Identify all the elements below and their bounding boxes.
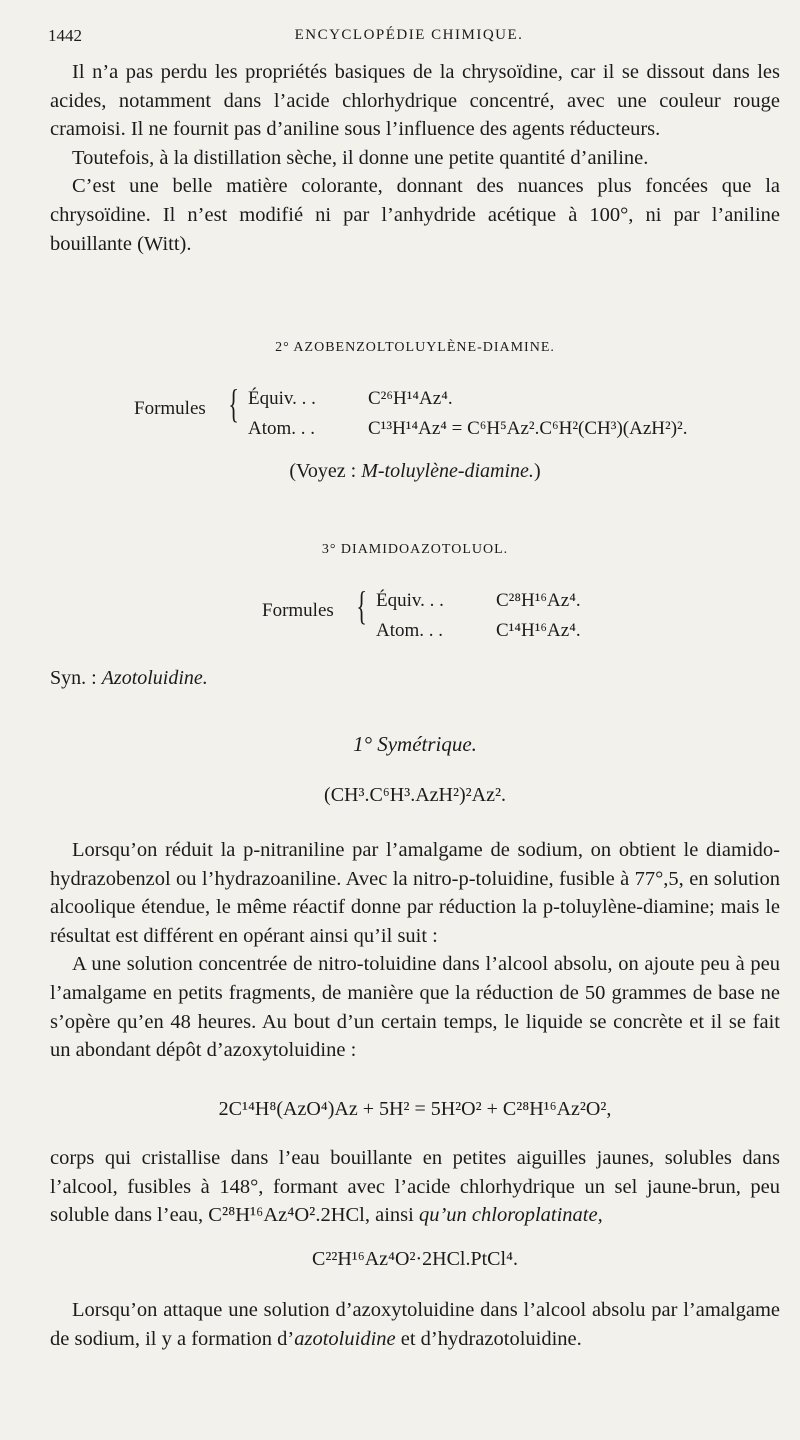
- formula-key: Équiv. . .: [376, 590, 444, 611]
- page-header: [48, 26, 770, 48]
- paragraph: C’est une belle matière colorante, donnant des nuances plus foncées que la chrysoïdine. Il n’est modifié ni par l’anhydride acétique à 100°, ni par l’aniline bouillante (Witt).: [50, 175, 780, 255]
- formula-value: C²⁸H¹⁶Az⁴.: [496, 590, 581, 611]
- synonym-prefix: Syn. :: [50, 667, 97, 689]
- page-number: 1442: [48, 26, 82, 45]
- subsection-formula: (CH³.C⁶H³.AzH²)²Az².: [324, 784, 506, 806]
- paragraph: Toutefois, à la distillation sèche, il donne une petite quantité d’aniline.: [72, 146, 649, 169]
- formula-value: C¹⁴H¹⁶Az⁴.: [496, 620, 581, 641]
- paragraph: Il n’a pas perdu les propriétés basiques de la chrysoïdine, car il se dissout dans les acides, notamment dans l’acide chlorhydrique concentré, avec une couleur rouge cramoisi. Il ne fournit pas d’aniline sous l’influence des agents réducteurs.: [50, 61, 780, 141]
- formules-label: Formules: [134, 398, 206, 419]
- section-title-azobenzoltoluylene: 2° AZOBENZOLTOLUYLÈNE-DIAMINE.: [275, 340, 555, 355]
- paragraph: A une solution concentrée de nitro-toluidine dans l’alcool absolu, on ajoute peu à peu l’amalgame en petits fragments, de manière que la réduction de 50 grammes de base ne s’opère qu’en 48 heures. Au bout d’un certain temps, le liquide se concrète et il se fait un abondant dépôt d’azoxytoluidine :: [50, 953, 780, 1062]
- section-title-diamidoazotoluol: 3° DIAMIDOAZOTOLUOL.: [321, 542, 509, 557]
- formula-key: Équiv. . .: [248, 388, 316, 409]
- equation-azoxytoluidine: 2C¹⁴H⁸(AzO⁴)Az + 5H² = 5H²O² + C²⁸H¹⁶Az²O²,: [218, 1098, 612, 1120]
- formula-value: C¹³H¹⁴Az⁴ = C⁶H⁵Az².C⁶H²(CH³)(AzH²)².: [368, 418, 688, 439]
- formula-row-atom: [248, 418, 688, 440]
- synonym-term: Azotoluidine.: [101, 667, 208, 689]
- synonym-line: [50, 664, 780, 693]
- equation-chloroplatinate: C²²H¹⁶Az⁴O²·2HCl.PtCl⁴.: [311, 1248, 519, 1270]
- brace-icon: {: [228, 381, 239, 426]
- formula-block-section3: [262, 583, 642, 642]
- running-title: ENCYCLOPÉDIE CHIMIQUE.: [294, 27, 524, 43]
- formula-row-atom: [376, 620, 581, 642]
- formula-key: Atom. . .: [248, 418, 316, 439]
- corps-paragraph: [50, 1144, 780, 1230]
- see-also-line: [50, 460, 780, 483]
- corps-text: corps qui cristallise dans l’eau bouillante en petites aiguilles jaunes, solubles dans l’alcool, fusibles à 148°, formant avec l’acide chlorhydrique un sel jaune-brun, peu soluble dans l’eau, C²⁸H¹⁶Az⁴O².2HCl, ainsi: [50, 1147, 780, 1227]
- paragraph: [50, 1296, 780, 1353]
- formules-label: Formules: [262, 600, 334, 621]
- formula-value: C²⁶H¹⁴Az⁴.: [368, 388, 453, 409]
- last-text: Lorsqu’on attaque une solution d’azoxytoluidine dans l’alcool absolu par l’amalgame de sodium, il y a formation d’: [50, 1299, 780, 1350]
- see-also-prefix: (Voyez :: [289, 460, 357, 482]
- formula-row-equiv: [248, 388, 453, 410]
- formula-key: Atom. . .: [376, 620, 444, 641]
- see-also-suffix: ): [533, 460, 541, 482]
- subsection-title: 1° Symétrique.: [353, 732, 477, 756]
- middle-text: [50, 836, 780, 1065]
- last-end: et d’hydrazotoluidine.: [395, 1327, 582, 1350]
- formula-block-section2: [134, 381, 754, 440]
- brace-icon: {: [356, 583, 367, 628]
- last-italic: azotoluidine: [294, 1327, 396, 1350]
- corps-italic: qu’un chloroplatinate,: [418, 1204, 603, 1227]
- paragraph: Lorsqu’on réduit la p-nitraniline par l’amalgame de sodium, on obtient le diamido-hydrazobenzol ou l’hydrazoaniline. Avec la nitro-p-toluidine, fusible à 77°,5, en solution alcoolique étendue, le même réactif donne par réduction la p-toluylène-diamine; mais le résultat est différent en opérant ainsi qu’il suit :: [50, 839, 780, 947]
- formula-row-equiv: [376, 590, 581, 612]
- top-text: [50, 58, 780, 258]
- last-paragraph: [50, 1296, 780, 1353]
- see-also-term: M-toluylène-diamine.: [361, 460, 534, 482]
